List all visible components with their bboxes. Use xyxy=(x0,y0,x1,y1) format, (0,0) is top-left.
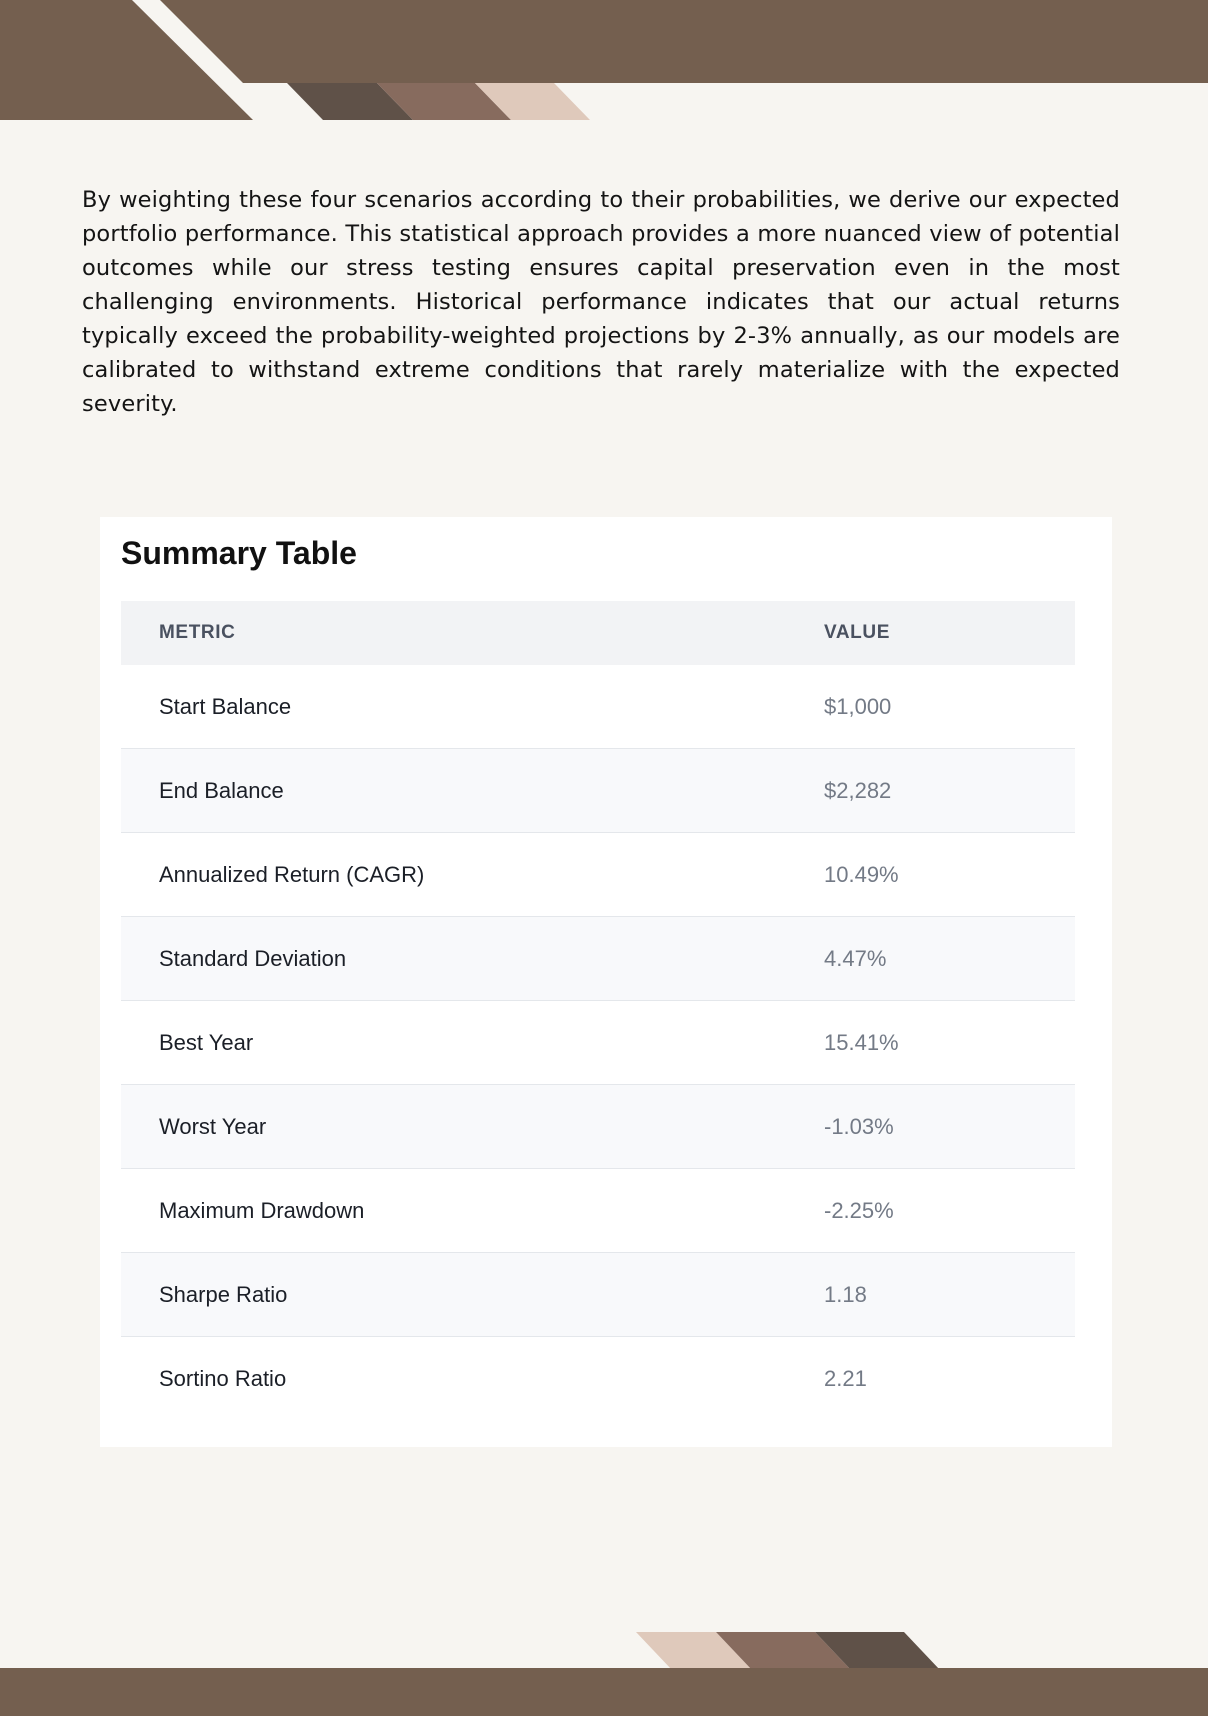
summary-table-title: Summary Table xyxy=(121,535,357,571)
value-cell: 10.49% xyxy=(824,862,899,887)
table-row xyxy=(121,1001,1075,1085)
value-cell: -1.03% xyxy=(824,1114,894,1139)
metric-cell: Annualized Return (CAGR) xyxy=(159,862,425,887)
metric-cell: Maximum Drawdown xyxy=(159,1198,365,1223)
table-row xyxy=(121,917,1075,1001)
metric-cell: Sharpe Ratio xyxy=(159,1282,288,1307)
table-row xyxy=(121,1169,1075,1253)
metric-cell: Standard Deviation xyxy=(159,946,347,971)
table-row xyxy=(121,1337,1075,1421)
column-header-value: VALUE xyxy=(824,622,890,643)
summary-table xyxy=(121,601,1075,1421)
column-header-metric: METRIC xyxy=(159,622,236,643)
footer-decoration xyxy=(0,1628,1208,1716)
table-row xyxy=(121,1253,1075,1337)
table-row xyxy=(121,749,1075,833)
table-row xyxy=(121,833,1075,917)
intro-paragraph: By weighting these four scenarios according to their probabilities, we derive our expected portfolio performance. This statistical approach provides a more nuanced view of potential outcomes while our stress testing ensures capital preservation even in the most challenging environments. Historical performance indicates that our actual returns typically exceed the probability-weighted projections by 2-3% annually, as our models are calibrated to withstand extreme conditions that rarely materialize with the expected severity. xyxy=(82,187,1120,417)
value-cell: 4.47% xyxy=(824,946,887,971)
metric-cell: Best Year xyxy=(159,1030,254,1055)
footer-band xyxy=(0,1668,1208,1716)
value-cell: $1,000 xyxy=(824,694,892,719)
metric-cell: End Balance xyxy=(159,778,284,803)
value-cell: 15.41% xyxy=(824,1030,899,1055)
summary-table-card xyxy=(100,517,1112,1447)
header-band-main xyxy=(160,0,1208,83)
metric-cell: Start Balance xyxy=(159,694,292,719)
metric-cell: Worst Year xyxy=(159,1114,267,1139)
table-row xyxy=(121,665,1075,749)
table-row xyxy=(121,1085,1075,1169)
header-decoration xyxy=(0,0,1208,122)
value-cell: $2,282 xyxy=(824,778,892,803)
metric-cell: Sortino Ratio xyxy=(159,1366,287,1391)
value-cell: 2.21 xyxy=(824,1366,867,1391)
table-header-row xyxy=(121,601,1075,665)
value-cell: -2.25% xyxy=(824,1198,894,1223)
value-cell: 1.18 xyxy=(824,1282,867,1307)
